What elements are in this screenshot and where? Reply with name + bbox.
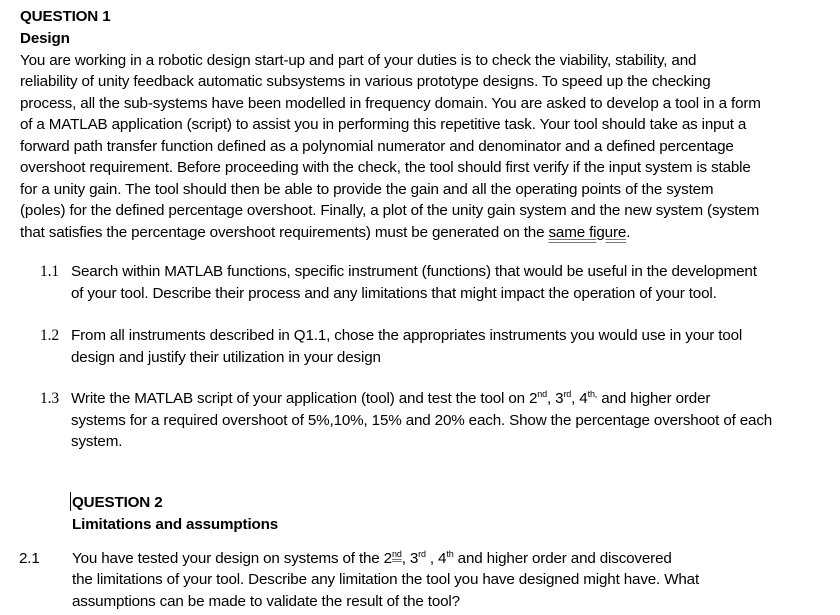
item-text-line — [71, 388, 710, 410]
item-text-line: assumptions can be made to validate the result of the tool? — [72, 593, 460, 610]
superscript: th, — [587, 389, 598, 399]
superscript: nd — [537, 389, 548, 399]
text-segment: and higher order — [597, 390, 711, 407]
item-text-line: system. — [71, 433, 123, 450]
question2-subtitle: Limitations and assumptions — [72, 516, 279, 533]
item-number: 1.3 — [40, 390, 59, 407]
intro-line: You are working in a robotic design start-up and part of your duties is to check the viability, stability, and — [20, 52, 697, 69]
text-segment: , 4 — [571, 390, 588, 407]
intro-line: reliability of unity feedback automatic subsystems in various prototype designs. To speed up the checking — [20, 73, 711, 90]
item-text-line: Search within MATLAB functions, specific instrument (functions) that would be useful in the development — [71, 263, 757, 280]
text-segment: Write the MATLAB script of your application (tool) and test the tool on 2 — [71, 390, 538, 407]
question2-title: QUESTION 2 — [72, 494, 163, 511]
superscript: th — [446, 549, 454, 559]
text-segment: , 3 — [547, 390, 564, 407]
intro-line: forward path transfer function defined as a polynomial numerator and denominator and a defined percentage — [20, 138, 734, 155]
item-text-line: design and justify their utilization in your design — [71, 349, 381, 366]
item-text-line: systems for a required overshoot of 5%,10%, 15% and 20% each. Show the percentage overshoot of each — [71, 412, 773, 429]
item-number: 2.1 — [19, 550, 40, 567]
intro-line: for a unity gain. The tool should then be able to provide the gain and all the operating points of the system — [20, 181, 714, 198]
intro-line-last — [20, 222, 630, 244]
text-cursor — [70, 492, 71, 511]
item-text-line: of your tool. Describe their process and any limitations that might impact the operation of your tool. — [71, 285, 717, 302]
intro-line: of a MATLAB application (script) to assist you in performing this repetitive task. Your tool should take as input a — [20, 116, 747, 133]
same-figure-underlined: same figure — [548, 224, 627, 241]
text-segment: You have tested your design on systems of the 2 — [72, 550, 392, 567]
superscript: rd — [418, 549, 426, 559]
intro-last-text: that satisfies the percentage overshoot requirements) must be generated on the — [20, 224, 549, 241]
intro-last-period: . — [626, 224, 631, 241]
question1-subtitle: Design — [20, 30, 70, 47]
item-text-line: the limitations of your tool. Describe any limitation the tool you have designed might have. What — [72, 571, 700, 588]
intro-line: process, all the sub-systems have been modelled in frequency domain. You are asked to develop a tool in a form — [20, 95, 761, 112]
superscript: rd — [563, 389, 572, 399]
intro-line: overshoot requirement. Before proceeding with the check, the tool should first verify if the input system is stable — [20, 159, 751, 176]
text-segment: , 3 — [401, 550, 419, 567]
text-segment: , 4 — [425, 550, 447, 567]
question1-title: QUESTION 1 — [20, 8, 111, 25]
text-segment: and higher order and discovered — [453, 550, 672, 567]
superscript: nd — [391, 549, 402, 559]
item-number: 1.2 — [40, 327, 59, 344]
intro-line: (poles) for the defined percentage overshoot. Finally, a plot of the unity gain system and the new system (system — [20, 202, 760, 219]
item-text-line: From all instruments described in Q1.1, chose the appropriates instruments you would use in your tool — [71, 327, 743, 344]
item-number: 1.1 — [40, 263, 59, 280]
item-text-line — [72, 548, 672, 570]
